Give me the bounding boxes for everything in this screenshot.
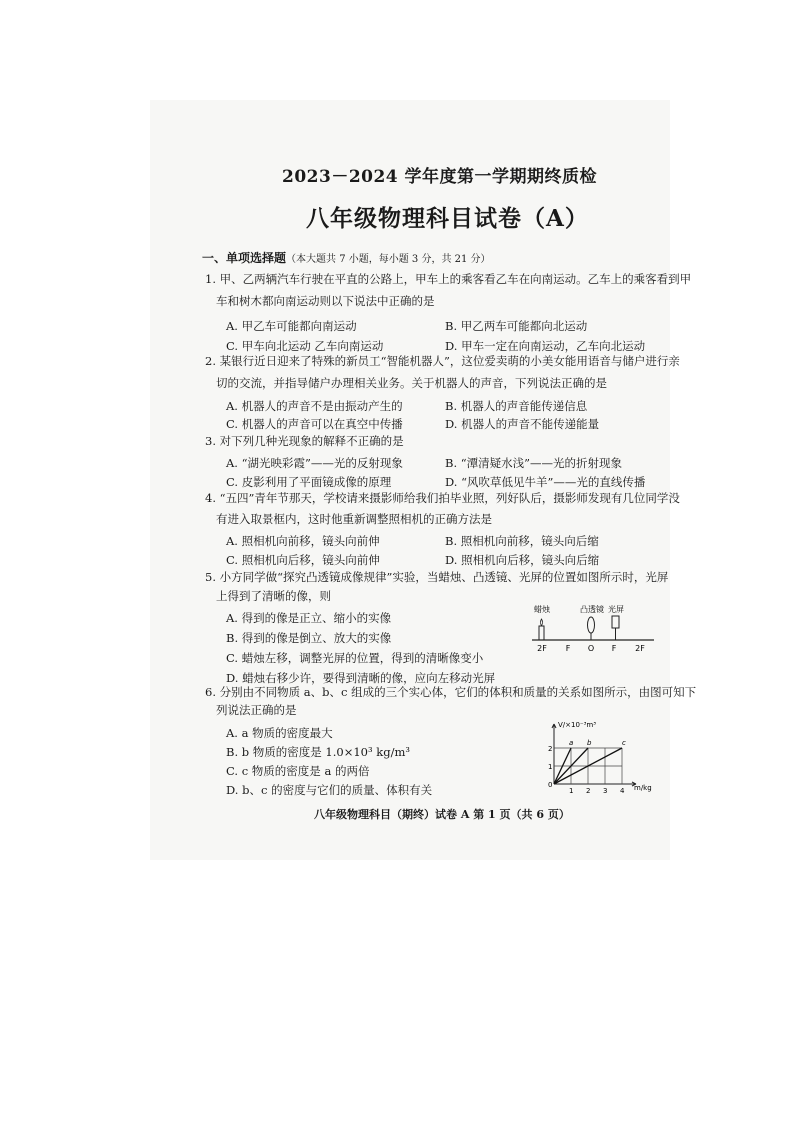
exam-year-title: 2023－2024 学年度第一学期期终质检 [282, 167, 598, 187]
x-tick-1: 1 [569, 787, 574, 795]
x-tick-3: 3 [603, 787, 608, 795]
axis-mark-f-right: F [611, 644, 617, 653]
question-6-option-a: A. a 物质的密度最大 [226, 726, 333, 740]
question-1-option-d: D. 甲车一定在向南运动，乙车向北运动 [445, 339, 646, 353]
question-4-option-c: C. 照相机向后移，镜头向前伸 [226, 553, 380, 567]
screen [612, 616, 619, 628]
series-label-a: a [569, 739, 574, 747]
graph-x-label: m/kg [634, 784, 652, 792]
question-2-line-1: 2. 某银行近日迎来了特殊的新员工“智能机器人”，这位爱卖萌的小美女能用语音与储户进行亲 [205, 354, 680, 368]
question-1-option-a: A. 甲乙车可能都向南运动 [226, 319, 357, 333]
question-3-option-c: C. 皮影利用了平面镜成像的原理 [226, 475, 392, 489]
question-3-option-d: D. “风吹草低见牛羊”——光的直线传播 [445, 475, 646, 489]
question-2-option-d: D. 机器人的声音不能传递能量 [445, 417, 600, 431]
page-footer: 八年级物理科目（期终）试卷 A 第 1 页（共 6 页） [314, 808, 570, 821]
question-6-line-2: 列说法正确的是 [216, 703, 297, 717]
question-3-option-a: A. “湖光映彩霞”——光的反射现象 [226, 456, 403, 470]
section-title: 一、单项选择题 [202, 251, 287, 265]
question-4-option-b: B. 照相机向前移，镜头向后缩 [445, 534, 599, 548]
question-6-line-1: 6. 分别由不同物质 a、b、c 组成的三个实心体，它们的体积和质量的关系如图所示，由图可知下 [205, 685, 697, 699]
candle [539, 626, 544, 640]
question-3-option-b: B. “潭清疑水浅”——光的折射现象 [445, 456, 623, 470]
y-tick-2: 2 [548, 745, 553, 753]
x-tick-2: 2 [586, 787, 591, 795]
question-5-option-d: D. 蜡烛右移少许，要得到清晰的像，应向左移动光屏 [226, 671, 496, 685]
question-6-option-d: D. b、c 的密度与它们的质量、体积有关 [226, 783, 433, 797]
y-tick-1: 1 [548, 763, 553, 771]
candle-label: 蜡烛 [534, 605, 550, 614]
x-tick-4: 4 [620, 787, 625, 795]
question-2-option-c: C. 机器人的声音可以在真空中传播 [226, 417, 403, 431]
question-6-option-b: B. b 物质的密度是 1.0×10³ kg/m³ [226, 745, 410, 759]
question-4-option-a: A. 照相机向前移，镜头向前伸 [226, 534, 380, 548]
axis-mark-2f-left: 2F [537, 644, 547, 653]
question-6-option-c: C. c 物质的密度是 a 的两倍 [226, 764, 370, 778]
exam-title: 八年级物理科目试卷（A） [306, 205, 589, 232]
section-heading [202, 249, 491, 266]
axis-mark-f-left: F [565, 644, 571, 653]
axis-mark-2f-right: 2F [635, 644, 645, 653]
question-2-option-a: A. 机器人的声音不是由振动产生的 [226, 399, 403, 413]
question-4-line-1: 4. “五四”青年节那天，学校请来摄影师给我们拍毕业照，列好队后，摄影师发现有几位同学没 [205, 491, 680, 505]
screen-label: 光屏 [608, 605, 624, 614]
question-1-line-2: 车和树木都向南运动则以下说法中正确的是 [216, 294, 435, 308]
density-graph [540, 716, 656, 796]
convex-lens [588, 617, 595, 633]
question-5-line-1: 5. 小方同学做“探究凸透镜成像规律”实验，当蜡烛、凸透镜、光屏的位置如图所示时，光屏 [205, 570, 669, 584]
series-label-c: c [622, 739, 626, 747]
question-1-option-b: B. 甲乙两车可能都向北运动 [445, 319, 588, 333]
section-note: （本大题共 7 小题，每小题 3 分，共 21 分） [286, 254, 491, 265]
lens-label: 凸透镜 [580, 605, 604, 614]
lens-diagram [528, 600, 658, 656]
graph-y-label: V/×10⁻³m³ [558, 721, 597, 729]
series-label-b: b [587, 739, 592, 747]
question-4-line-2: 有进入取景框内，这时他重新调整照相机的正确方法是 [216, 512, 492, 526]
question-1-option-c: C. 甲车向北运动 乙车向南运动 [226, 339, 384, 353]
question-5-option-b: B. 得到的像是倒立、放大的实像 [226, 631, 392, 645]
question-1-line-1: 1. 甲、乙两辆汽车行驶在平直的公路上，甲车上的乘客看乙车在向南运动。乙车上的乘客看到甲 [205, 272, 692, 286]
axis-mark-o: O [587, 644, 595, 653]
question-2-option-b: B. 机器人的声音能传递信息 [445, 399, 588, 413]
candle-flame [541, 619, 543, 626]
question-5-option-c: C. 蜡烛左移，调整光屏的位置，得到的清晰像变小 [226, 651, 484, 665]
question-4-option-d: D. 照相机向后移，镜头向后缩 [445, 553, 600, 567]
question-3-line-1: 3. 对下列几种光现象的解释不正确的是 [205, 434, 404, 448]
graph-origin: 0 [548, 781, 553, 789]
question-5-line-2: 上得到了清晰的像，则 [216, 589, 331, 603]
question-5-option-a: A. 得到的像是正立、缩小的实像 [226, 611, 392, 625]
question-2-line-2: 切的交流，并指导储户办理相关业务。关于机器人的声音，下列说法正确的是 [216, 376, 607, 390]
